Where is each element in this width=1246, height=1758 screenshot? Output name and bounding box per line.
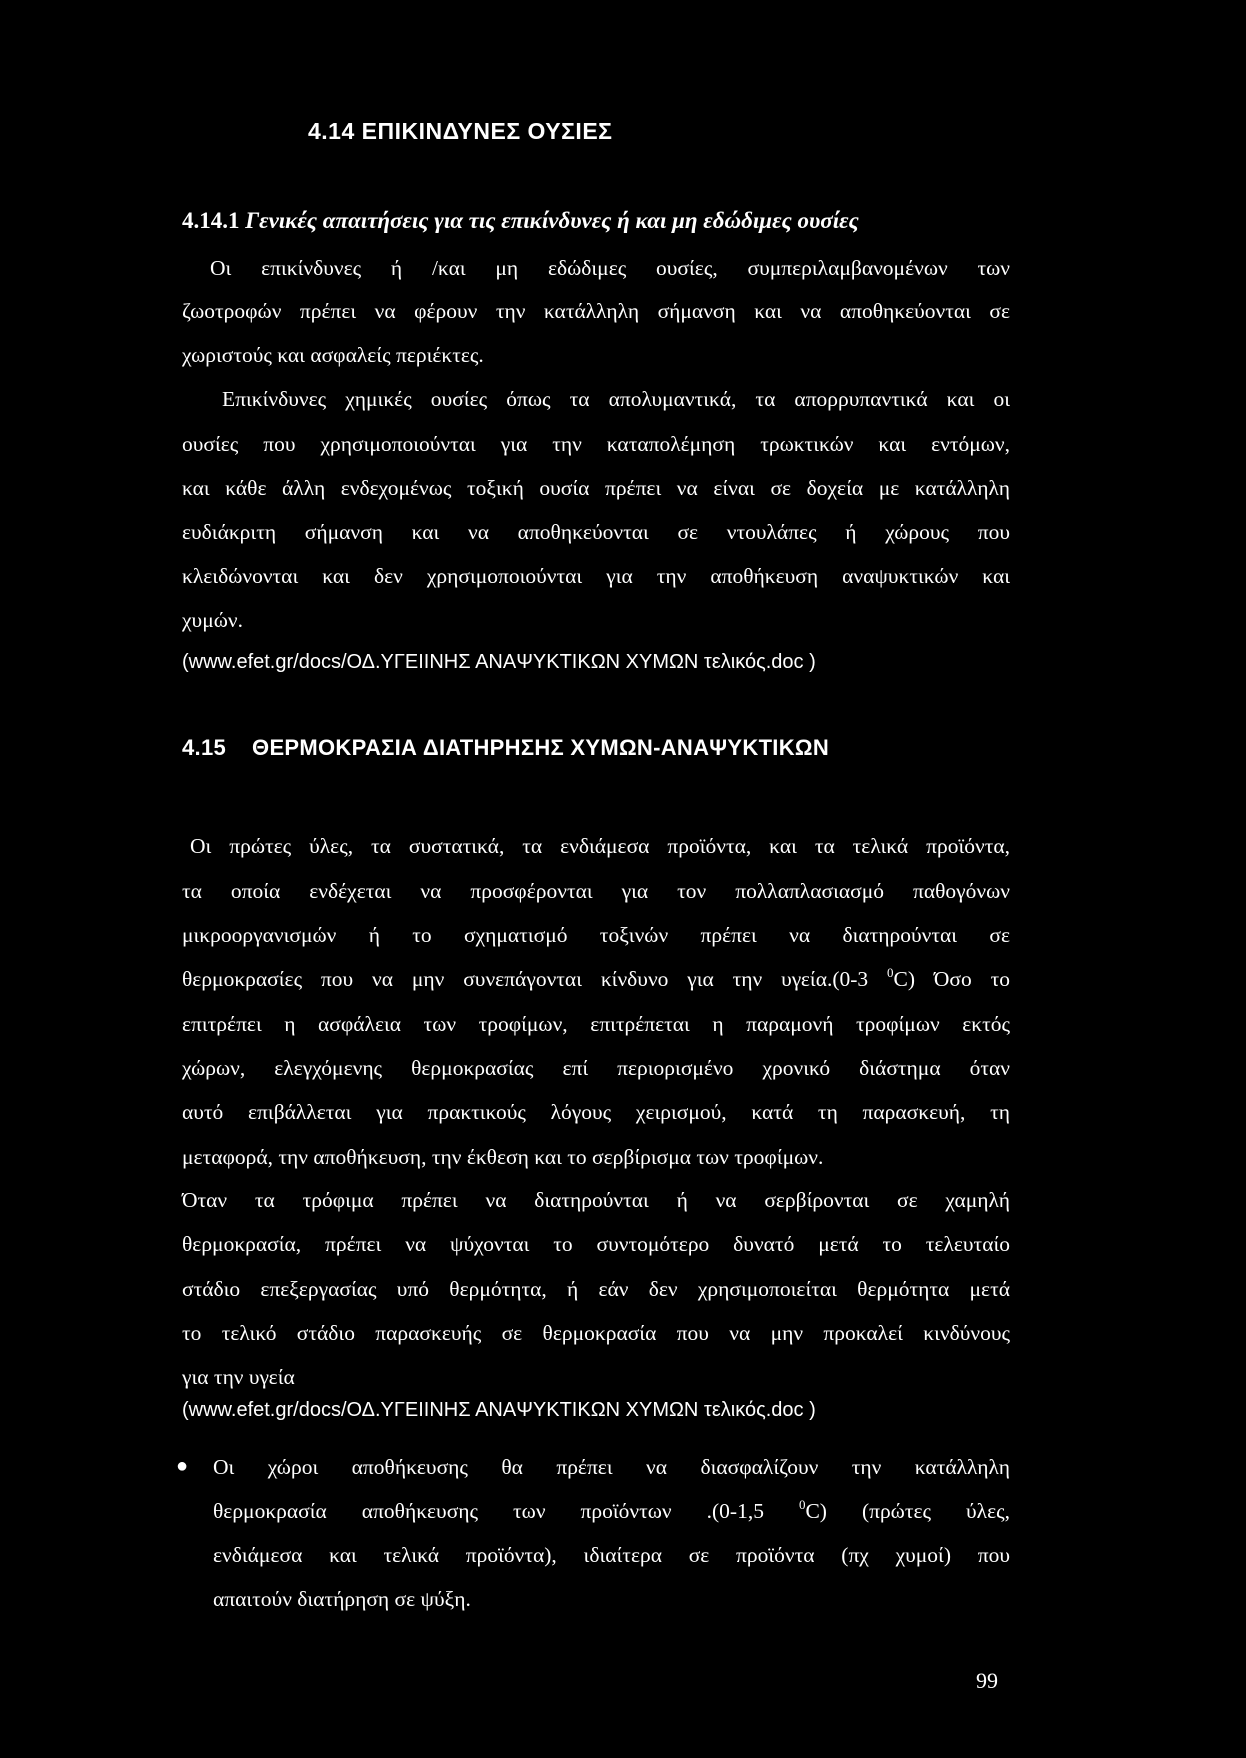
para3-line: αυτό επιβάλλεται για πρακτικούς λόγους χειρισμού, κατά τη παρασκευή, τη xyxy=(182,1100,1010,1124)
para2-line: Επικίνδυνες χημικές ουσίες όπως τα απολυμαντικά, τα απορρυπαντικά και οι xyxy=(222,387,1010,411)
para4-line: Όταν τα τρόφιμα πρέπει να διατηρούνται ή να σερβίρονται σε χαμηλή xyxy=(182,1188,1010,1212)
para2-line: ευδιάκριτη σήμανση και να αποθηκεύονται σε ντουλάπες ή χώρους που xyxy=(182,520,1010,544)
section2-heading xyxy=(182,735,829,761)
para2-line: χυμών. xyxy=(182,608,243,632)
subsection-heading xyxy=(182,208,1062,234)
bullet-temp-line xyxy=(213,1497,1010,1525)
bullet-line: ενδιάμεσα και τελικά προϊόντα), ιδιαίτερα σε προϊόντα (πχ χυμοί) που xyxy=(213,1543,1010,1567)
reference-link: (www.efet.gr/docs/ΟΔ.ΥΓΕΙΙΝΗΣ ΑΝΑΨΥΚΤΙΚΩΝ ΧΥΜΩΝ τελικός.doc ) xyxy=(182,651,816,673)
reference-link: (www.efet.gr/docs/ΟΔ.ΥΓΕΙΙΝΗΣ ΑΝΑΨΥΚΤΙΚΩΝ ΧΥΜΩΝ τελικός.doc ) xyxy=(182,1399,816,1421)
degree-sup: 0 xyxy=(798,1497,806,1512)
para3-temp-line xyxy=(182,965,1010,993)
temp-text: θερμοκρασίες που να μην συνεπάγονται κίνδυνο για την υγεία.(0-3 xyxy=(182,967,888,991)
para4-line: το τελικό στάδιο παρασκευής σε θερμοκρασία που να μην προκαλεί κινδύνους xyxy=(182,1321,1010,1345)
bullet-text: θερμοκρασία αποθήκευσης των προϊόντων .(0-1,5 xyxy=(213,1499,799,1523)
section2-number: 4.15 xyxy=(182,735,227,760)
subsection-title: Γενικές απαιτήσεις για τις επικίνδυνες ή και μη εδώδιμες ουσίες xyxy=(245,208,859,233)
bullet-icon: ● xyxy=(176,1455,189,1477)
bullet-line: Οι χώροι αποθήκευσης θα πρέπει να διασφαλίζουν την κατάλληλη xyxy=(213,1455,1010,1479)
degree-sup: 0 xyxy=(887,965,894,980)
subsection-number: 4.14.1 xyxy=(182,208,240,233)
para4-line: για την υγεία xyxy=(182,1365,295,1389)
para3-line: χώρων, ελεγχόμενης θερμοκρασίας επί περιορισμένο χρονικό διάστημα όταν xyxy=(182,1056,1010,1080)
para3-line: επιτρέπει η ασφάλεια των τροφίμων, επιτρέπεται η παραμονή τροφίμων εκτός xyxy=(182,1012,1010,1036)
para3-line: τα οποία ενδέχεται να προσφέρονται για τον πολλαπλασιασμό παθογόνων xyxy=(182,879,1010,903)
para4-line: θερμοκρασία, πρέπει να ψύχονται το συντομότερο δυνατό μετά το τελευταίο xyxy=(182,1232,1010,1256)
para4-line: στάδιο επεξεργασίας υπό θερμότητα, ή εάν δεν χρησιμοποιείται θερμότητα μετά xyxy=(182,1277,1010,1301)
para2-line: κλειδώνονται και δεν χρησιμοποιούνται για την αποθήκευση αναψυκτικών και xyxy=(182,564,1010,588)
para1-line: ζωοτροφών πρέπει να φέρουν την κατάλληλη σήμανση και να αποθηκεύονται σε xyxy=(182,299,1010,323)
para3-line: μεταφορά, την αποθήκευση, την έκθεση και το σερβίρισμα των τροφίμων. xyxy=(182,1145,824,1169)
bullet-line: απαιτούν διατήρηση σε ψύξη. xyxy=(213,1587,471,1611)
para1-line: χωριστούς και ασφαλείς περιέκτες. xyxy=(182,343,484,367)
temp-text: C) Όσο το xyxy=(893,967,1010,991)
section-title: 4.14 ΕΠΙΚΙΝΔΥΝΕΣ ΟΥΣΙΕΣ xyxy=(308,118,613,144)
section2-title: ΘΕΡΜΟΚΡΑΣΙΑ ΔΙΑΤΗΡΗΣΗΣ ΧΥΜΩΝ-ΑΝΑΨΥΚΤΙΚΩΝ xyxy=(252,735,830,760)
para1-line: Οι επικίνδυνες ή /και μη εδώδιμες ουσίες, συμπεριλαμβανομένων των xyxy=(210,256,1010,280)
page-number: 99 xyxy=(976,1668,998,1693)
para3-line: μικροοργανισμών ή το σχηματισμό τοξινών πρέπει να διατηρούνται σε xyxy=(182,923,1010,947)
para2-line: και κάθε άλλη ενδεχομένως τοξική ουσία πρέπει να είναι σε δοχεία με κατάλληλη xyxy=(182,476,1010,500)
para2-line: ουσίες που χρησιμοποιούνται για την καταπολέμηση τρωκτικών και εντόμων, xyxy=(182,432,1010,456)
para3-line: Οι πρώτες ύλες, τα συστατικά, τα ενδιάμεσα προϊόντα, και τα τελικά προϊόντα, xyxy=(190,834,1010,858)
bullet-text: C) (πρώτες ύλες, xyxy=(805,1499,1010,1523)
